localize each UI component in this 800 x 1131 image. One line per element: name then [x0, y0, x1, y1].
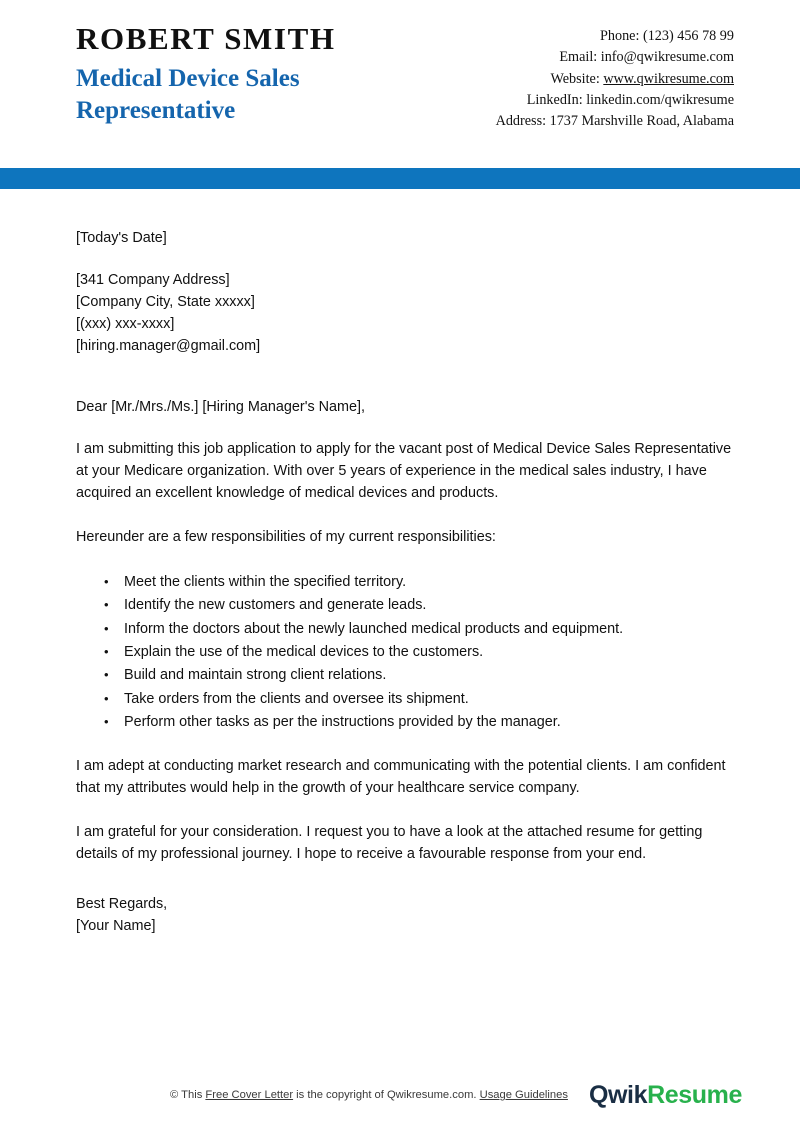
- contact-label-address: Address:: [495, 113, 547, 130]
- contact-details-block: [496, 22, 734, 132]
- logo-text-resume: Resume: [647, 1080, 742, 1109]
- list-item-text: Meet the clients within the specified territory.: [124, 573, 407, 590]
- contact-value-website[interactable]: www.qwikresume.com: [603, 70, 734, 87]
- applicant-job-title: Medical Device Sales Representative: [76, 64, 300, 124]
- list-item: [76, 688, 736, 711]
- recipient-line: [(xxx) xxx-xxxx]: [76, 315, 175, 332]
- recipient-line: [hiring.manager@gmail.com]: [76, 337, 261, 354]
- list-item-text: Perform other tasks as per the instructions provided by the manager.: [124, 713, 561, 730]
- bullet-icon: •: [104, 667, 109, 683]
- list-item: [76, 711, 736, 734]
- bullet-icon: •: [104, 597, 109, 613]
- bullet-icon: •: [104, 643, 109, 659]
- contact-label-linkedin: LinkedIn:: [526, 91, 583, 108]
- free-cover-letter-link[interactable]: Free Cover Letter: [205, 1089, 294, 1101]
- contact-value-linkedin[interactable]: linkedin.com/qwikresume: [586, 91, 734, 108]
- contact-label-website: Website:: [550, 70, 600, 87]
- copyright-notice: [170, 1089, 568, 1101]
- bullet-icon: •: [104, 713, 109, 729]
- list-item-text: Build and maintain strong client relations.: [124, 667, 387, 684]
- bullet-icon: •: [104, 690, 109, 706]
- contact-value-phone: (123) 456 78 99: [642, 28, 734, 44]
- document-footer: [0, 1069, 800, 1131]
- contact-row-address: [496, 111, 734, 132]
- copyright-prefix: © This: [170, 1089, 206, 1101]
- list-item-text: Explain the use of the medical devices to the customers.: [124, 643, 484, 660]
- contact-label-email: Email:: [559, 49, 598, 66]
- letter-paragraph-1: I am submitting this job application to apply for the vacant post of Medical Device Sales Representative at your Medicare organization. With over 5 years of experience in the medical sales industry, I have acquired an excellent knowledge of medical devices and products.: [76, 441, 732, 502]
- letter-paragraph-3: I am grateful for your consideration. I request you to have a look at the attached resume for getting details of my professional journey. I hope to receive a favourable response from your end.: [76, 823, 703, 862]
- recipient-address-block: [76, 270, 736, 358]
- list-item: [76, 641, 736, 664]
- copyright-middle: is the copyright of Qwikresume.com.: [293, 1089, 480, 1101]
- contact-row-phone: [496, 26, 734, 47]
- list-item: [76, 664, 736, 687]
- bullet-icon: •: [104, 620, 109, 636]
- logo-text-qwik: Qwik: [588, 1080, 648, 1109]
- list-item-text: Inform the doctors about the newly launched medical products and equipment.: [124, 620, 624, 637]
- applicant-name: ROBERT SMITH: [76, 21, 336, 56]
- duties-list-intro: Hereunder are a few responsibilities of my current responsibilities:: [76, 529, 496, 546]
- list-item-text: Take orders from the clients and oversee its shipment.: [124, 690, 469, 707]
- contact-label-phone: Phone:: [600, 28, 640, 44]
- closing-salutation: Best Regards,: [76, 895, 168, 912]
- contact-value-address: 1737 Marshville Road, Alabama: [549, 113, 734, 130]
- qwikresume-logo[interactable]: [589, 1081, 742, 1110]
- list-item: [76, 571, 736, 594]
- contact-row-linkedin: [496, 90, 734, 111]
- signature-name: [Your Name]: [76, 917, 156, 934]
- list-item-text: Identify the new customers and generate leads.: [124, 597, 427, 614]
- contact-value-email[interactable]: info@qwikresume.com: [600, 49, 734, 66]
- contact-row-email: [496, 47, 734, 68]
- letter-paragraph-2: I am adept at conducting market research and communicating with the potential clients. I am confident that my attributes would help in the growth of your healthcare service company.: [76, 758, 726, 797]
- bullet-icon: •: [104, 573, 109, 589]
- list-item: [76, 594, 736, 617]
- duties-list: [76, 571, 736, 734]
- identity-block: [76, 22, 406, 127]
- document-header: [0, 0, 800, 132]
- usage-guidelines-link[interactable]: Usage Guidelines: [479, 1089, 568, 1101]
- recipient-line: [341 Company Address]: [76, 271, 230, 288]
- letter-date: [Today's Date]: [76, 230, 167, 246]
- list-item: [76, 618, 736, 641]
- recipient-line: [Company City, State xxxxx]: [76, 293, 255, 310]
- header-divider-band: [0, 168, 800, 189]
- contact-row-website: [496, 69, 734, 90]
- letter-salutation: Dear [Mr./Mrs./Ms.] [Hiring Manager's Name],: [76, 399, 366, 416]
- letter-signoff: [76, 894, 736, 938]
- letter-body: [76, 228, 736, 938]
